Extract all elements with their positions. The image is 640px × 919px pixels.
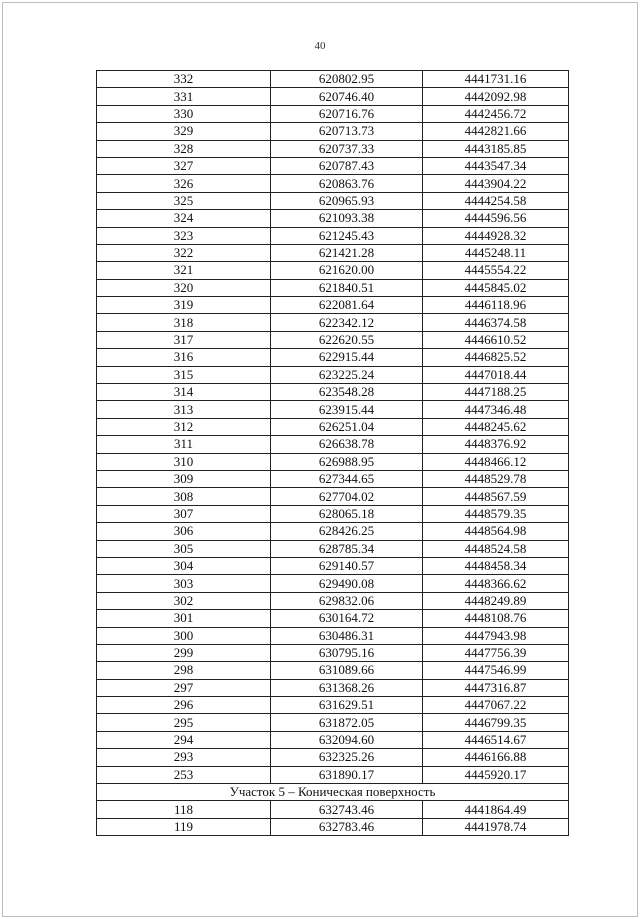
x-coordinate-cell: 628065.18: [271, 505, 423, 522]
coordinates-table-body: [97, 71, 569, 836]
point-number-cell: 317: [97, 331, 271, 348]
table-row: [97, 453, 569, 470]
point-number-cell: 304: [97, 557, 271, 574]
point-number-cell: 330: [97, 105, 271, 122]
x-coordinate-cell: 632094.60: [271, 731, 423, 748]
x-coordinate-cell: 620863.76: [271, 175, 423, 192]
x-coordinate-cell: 620965.93: [271, 192, 423, 209]
point-number-cell: 318: [97, 314, 271, 331]
point-number-cell: 316: [97, 349, 271, 366]
table-row: [97, 436, 569, 453]
table-row: [97, 505, 569, 522]
point-number-cell: 332: [97, 71, 271, 88]
table-row: [97, 575, 569, 592]
x-coordinate-cell: 626638.78: [271, 436, 423, 453]
point-number-cell: 300: [97, 627, 271, 644]
table-row: [97, 697, 569, 714]
y-coordinate-cell: 4446514.67: [423, 731, 569, 748]
x-coordinate-cell: 622342.12: [271, 314, 423, 331]
table-row: [97, 157, 569, 174]
point-number-cell: 308: [97, 488, 271, 505]
y-coordinate-cell: 4448249.89: [423, 592, 569, 609]
x-coordinate-cell: 629490.08: [271, 575, 423, 592]
table-row: [97, 627, 569, 644]
x-coordinate-cell: 631890.17: [271, 766, 423, 783]
table-row: [97, 610, 569, 627]
x-coordinate-cell: 620802.95: [271, 71, 423, 88]
x-coordinate-cell: 621421.28: [271, 244, 423, 261]
table-row: [97, 71, 569, 88]
table-row: [97, 592, 569, 609]
point-number-cell: 296: [97, 697, 271, 714]
y-coordinate-cell: 4443547.34: [423, 157, 569, 174]
y-coordinate-cell: 4446118.96: [423, 297, 569, 314]
y-coordinate-cell: 4443904.22: [423, 175, 569, 192]
point-number-cell: 312: [97, 418, 271, 435]
point-number-cell: 310: [97, 453, 271, 470]
table-row: [97, 714, 569, 731]
x-coordinate-cell: 630795.16: [271, 644, 423, 661]
point-number-cell: 305: [97, 540, 271, 557]
point-number-cell: 320: [97, 279, 271, 296]
point-number-cell: 313: [97, 401, 271, 418]
y-coordinate-cell: 4446610.52: [423, 331, 569, 348]
y-coordinate-cell: 4444928.32: [423, 227, 569, 244]
table-row: [97, 488, 569, 505]
point-number-cell: 322: [97, 244, 271, 261]
y-coordinate-cell: 4448108.76: [423, 610, 569, 627]
table-row: [97, 384, 569, 401]
point-number-cell: 329: [97, 123, 271, 140]
table-row: [97, 644, 569, 661]
point-number-cell: 314: [97, 384, 271, 401]
table-row: [97, 279, 569, 296]
point-number-cell: 295: [97, 714, 271, 731]
point-number-cell: 325: [97, 192, 271, 209]
y-coordinate-cell: 4442092.98: [423, 88, 569, 105]
table-row: [97, 801, 569, 818]
x-coordinate-cell: 620787.43: [271, 157, 423, 174]
point-number-cell: 328: [97, 140, 271, 157]
table-row: [97, 314, 569, 331]
x-coordinate-cell: 626251.04: [271, 418, 423, 435]
point-number-cell: 327: [97, 157, 271, 174]
x-coordinate-cell: 621840.51: [271, 279, 423, 296]
y-coordinate-cell: 4448466.12: [423, 453, 569, 470]
table-row: [97, 523, 569, 540]
y-coordinate-cell: 4443185.85: [423, 140, 569, 157]
y-coordinate-cell: 4444254.58: [423, 192, 569, 209]
x-coordinate-cell: 631368.26: [271, 679, 423, 696]
x-coordinate-cell: 631089.66: [271, 662, 423, 679]
y-coordinate-cell: 4448366.62: [423, 575, 569, 592]
y-coordinate-cell: 4447346.48: [423, 401, 569, 418]
x-coordinate-cell: 629832.06: [271, 592, 423, 609]
y-coordinate-cell: 4445554.22: [423, 262, 569, 279]
x-coordinate-cell: 631872.05: [271, 714, 423, 731]
coordinates-table: [96, 70, 569, 836]
table-row: [97, 731, 569, 748]
x-coordinate-cell: 623915.44: [271, 401, 423, 418]
table-row: [97, 244, 569, 261]
x-coordinate-cell: 620713.73: [271, 123, 423, 140]
y-coordinate-cell: 4447188.25: [423, 384, 569, 401]
y-coordinate-cell: 4448579.35: [423, 505, 569, 522]
x-coordinate-cell: 622620.55: [271, 331, 423, 348]
y-coordinate-cell: 4442456.72: [423, 105, 569, 122]
x-coordinate-cell: 621093.38: [271, 210, 423, 227]
x-coordinate-cell: 620737.33: [271, 140, 423, 157]
point-number-cell: 319: [97, 297, 271, 314]
y-coordinate-cell: 4446374.58: [423, 314, 569, 331]
point-number-cell: 309: [97, 470, 271, 487]
point-number-cell: 311: [97, 436, 271, 453]
point-number-cell: 307: [97, 505, 271, 522]
point-number-cell: 294: [97, 731, 271, 748]
point-number-cell: 293: [97, 749, 271, 766]
page-number: 40: [314, 40, 326, 52]
x-coordinate-cell: 622915.44: [271, 349, 423, 366]
table-row: [97, 210, 569, 227]
x-coordinate-cell: 620746.40: [271, 88, 423, 105]
x-coordinate-cell: 620716.76: [271, 105, 423, 122]
point-number-cell: 324: [97, 210, 271, 227]
table-row: [97, 766, 569, 783]
y-coordinate-cell: 4447067.22: [423, 697, 569, 714]
y-coordinate-cell: 4446799.35: [423, 714, 569, 731]
y-coordinate-cell: 4447546.99: [423, 662, 569, 679]
point-number-cell: 315: [97, 366, 271, 383]
y-coordinate-cell: 4441978.74: [423, 818, 569, 835]
x-coordinate-cell: 632325.26: [271, 749, 423, 766]
section-header: Участок 5 – Коническая поверхность: [97, 784, 569, 801]
point-number-cell: 326: [97, 175, 271, 192]
x-coordinate-cell: 632783.46: [271, 818, 423, 835]
table-row: [97, 662, 569, 679]
table-row: [97, 227, 569, 244]
table-row: [97, 88, 569, 105]
table-row: [97, 749, 569, 766]
x-coordinate-cell: 632743.46: [271, 801, 423, 818]
point-number-cell: 306: [97, 523, 271, 540]
x-coordinate-cell: 621245.43: [271, 227, 423, 244]
point-number-cell: 331: [97, 88, 271, 105]
point-number-cell: 298: [97, 662, 271, 679]
y-coordinate-cell: 4445248.11: [423, 244, 569, 261]
y-coordinate-cell: 4448458.34: [423, 557, 569, 574]
x-coordinate-cell: 631629.51: [271, 697, 423, 714]
y-coordinate-cell: 4448564.98: [423, 523, 569, 540]
table-row: [97, 192, 569, 209]
table-row: [97, 123, 569, 140]
point-number-cell: 299: [97, 644, 271, 661]
y-coordinate-cell: 4446825.52: [423, 349, 569, 366]
table-row: [97, 349, 569, 366]
x-coordinate-cell: 626988.95: [271, 453, 423, 470]
y-coordinate-cell: 4448245.62: [423, 418, 569, 435]
point-number-cell: 297: [97, 679, 271, 696]
x-coordinate-cell: 629140.57: [271, 557, 423, 574]
point-number-cell: 118: [97, 801, 271, 818]
table-row: [97, 470, 569, 487]
table-row: [97, 105, 569, 122]
x-coordinate-cell: 623225.24: [271, 366, 423, 383]
table-row: [97, 366, 569, 383]
y-coordinate-cell: 4447316.87: [423, 679, 569, 696]
table-row: [97, 331, 569, 348]
y-coordinate-cell: 4444596.56: [423, 210, 569, 227]
x-coordinate-cell: 628426.25: [271, 523, 423, 540]
y-coordinate-cell: 4447018.44: [423, 366, 569, 383]
y-coordinate-cell: 4441864.49: [423, 801, 569, 818]
table-row: [97, 401, 569, 418]
y-coordinate-cell: 4445920.17: [423, 766, 569, 783]
point-number-cell: 303: [97, 575, 271, 592]
y-coordinate-cell: 4445845.02: [423, 279, 569, 296]
table-row: [97, 679, 569, 696]
table-row: [97, 297, 569, 314]
x-coordinate-cell: 622081.64: [271, 297, 423, 314]
point-number-cell: 253: [97, 766, 271, 783]
x-coordinate-cell: 627704.02: [271, 488, 423, 505]
x-coordinate-cell: 630164.72: [271, 610, 423, 627]
table-row: [97, 418, 569, 435]
y-coordinate-cell: 4441731.16: [423, 71, 569, 88]
table-row: [97, 818, 569, 835]
table-row: [97, 175, 569, 192]
table-row: [97, 557, 569, 574]
section-header-row: [97, 784, 569, 801]
point-number-cell: 302: [97, 592, 271, 609]
y-coordinate-cell: 4442821.66: [423, 123, 569, 140]
y-coordinate-cell: 4448567.59: [423, 488, 569, 505]
x-coordinate-cell: 623548.28: [271, 384, 423, 401]
point-number-cell: 119: [97, 818, 271, 835]
y-coordinate-cell: 4447756.39: [423, 644, 569, 661]
point-number-cell: 321: [97, 262, 271, 279]
y-coordinate-cell: 4446166.88: [423, 749, 569, 766]
x-coordinate-cell: 630486.31: [271, 627, 423, 644]
y-coordinate-cell: 4448376.92: [423, 436, 569, 453]
x-coordinate-cell: 628785.34: [271, 540, 423, 557]
table-row: [97, 262, 569, 279]
table-row: [97, 540, 569, 557]
table-row: [97, 140, 569, 157]
y-coordinate-cell: 4448529.78: [423, 470, 569, 487]
x-coordinate-cell: 627344.65: [271, 470, 423, 487]
y-coordinate-cell: 4447943.98: [423, 627, 569, 644]
point-number-cell: 301: [97, 610, 271, 627]
x-coordinate-cell: 621620.00: [271, 262, 423, 279]
y-coordinate-cell: 4448524.58: [423, 540, 569, 557]
point-number-cell: 323: [97, 227, 271, 244]
